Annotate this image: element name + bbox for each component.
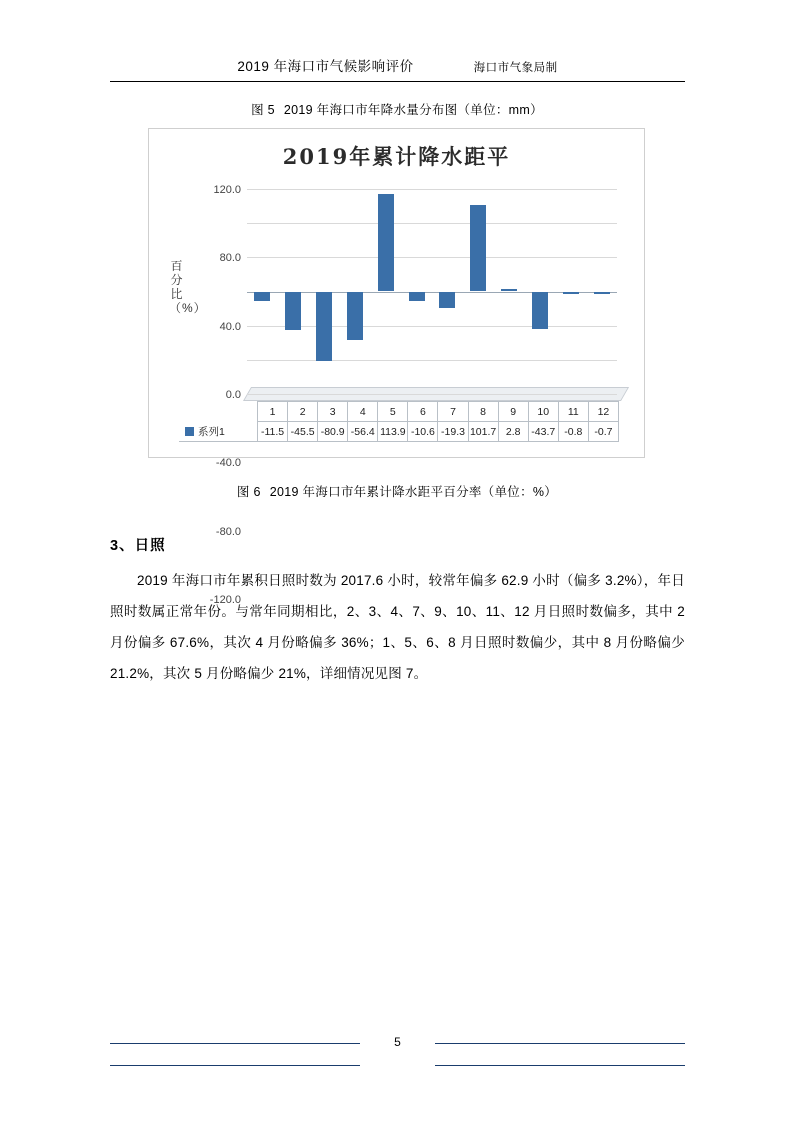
table-category-cell: 5 xyxy=(378,402,408,422)
table-value-cell: 101.7 xyxy=(468,422,498,442)
section-title-text: 日照 xyxy=(134,538,166,554)
header-org: 海口市气象局制 xyxy=(473,62,558,74)
chart-bar xyxy=(470,205,486,292)
chart-bar xyxy=(285,292,301,331)
chart-bar xyxy=(439,292,455,308)
table-category-cell: 9 xyxy=(498,402,528,422)
section-paragraph: 2019 年海口市年累积日照时数为 2017.6 小时，较常年偏多 62.9 小时（偏多 3.2%），年日照时数属正常年份。与常年同期相比，2、3、4、7、9、10、11、12 月日照时数偏多，其中 2 月份偏多 67.6%，其次 4 月份略偏多 36%；1、5、6、8 月日照时数偏少，其中 8 月份略偏少 21.2%，其次 5 月份略偏少 21%，详细情况见图 7。 xyxy=(110,573,685,681)
table-value-cell: -19.3 xyxy=(438,422,468,442)
chart-y-tick-label: 40.0 xyxy=(219,320,241,333)
chart-y-tick-label: 0.0 xyxy=(225,389,241,401)
chart-legend-series1 xyxy=(179,422,258,442)
chart-bar xyxy=(409,292,425,301)
caption-figure-6-text: 2019 年海口市年累计降水距平百分率（单位：%） xyxy=(269,485,558,499)
chart-title: 2019年累计降水距平 xyxy=(282,144,511,169)
table-value-cell: -11.5 xyxy=(258,422,288,442)
header-title: 2019 年海口市气候影响评价 xyxy=(237,59,414,74)
table-value-cell: 113.9 xyxy=(378,422,408,442)
table-value-cell: 2.8 xyxy=(498,422,528,442)
chart-bar xyxy=(378,194,394,291)
table-value-cell: -56.4 xyxy=(348,422,378,442)
caption-figure-6-number: 图 6 xyxy=(236,485,261,499)
footer-rule-left-bottom xyxy=(110,1065,360,1066)
chart-y-tick-label: -80.0 xyxy=(215,525,241,538)
chart-bar xyxy=(501,289,517,291)
table-category-cell: 11 xyxy=(558,402,588,422)
table-category-cell: 8 xyxy=(468,402,498,422)
chart-data-table xyxy=(179,401,619,442)
table-value-cell: -45.5 xyxy=(288,422,318,442)
page-number: 5 xyxy=(394,1035,401,1049)
table-category-cell: 6 xyxy=(408,402,438,422)
table-category-cell: 7 xyxy=(438,402,468,422)
caption-figure-5-number: 图 5 xyxy=(251,103,275,117)
chart-y-tick-label: 80.0 xyxy=(219,252,241,265)
chart-bar xyxy=(347,292,363,340)
table-category-cell: 12 xyxy=(588,402,618,422)
caption-figure-6 xyxy=(0,482,794,500)
table-category-cell: 2 xyxy=(288,402,318,422)
chart-y-tick-label: 120.0 xyxy=(213,184,241,196)
caption-figure-5 xyxy=(0,100,794,118)
table-row-values xyxy=(179,422,619,442)
page-header xyxy=(110,55,685,85)
chart-bar xyxy=(563,292,579,294)
chart-gridline xyxy=(213,184,617,196)
chart-y-tick-label: -40.0 xyxy=(215,457,241,470)
section-heading xyxy=(110,534,166,555)
chart-gridline xyxy=(219,223,617,265)
chart-y-tick-label: -120.0 xyxy=(209,594,241,606)
table-value-cell: -0.8 xyxy=(558,422,588,442)
chart-y-axis-label: 百分比（%） xyxy=(169,259,207,315)
page-footer xyxy=(110,1035,685,1083)
table-value-cell: -0.7 xyxy=(588,422,618,442)
table-row-categories xyxy=(179,402,619,422)
footer-rule-right-bottom xyxy=(435,1065,685,1066)
table-category-cell: 4 xyxy=(348,402,378,422)
legend-label: 系列1 xyxy=(198,425,225,438)
section-number: 3、 xyxy=(110,538,135,554)
table-value-cell: -43.7 xyxy=(528,422,558,442)
caption-figure-5-text: 2019 年海口市年降水量分布图（单位：mm） xyxy=(283,103,543,117)
table-category-cell: 3 xyxy=(318,402,348,422)
table-category-cell: 10 xyxy=(528,402,558,422)
table-value-cell: -80.9 xyxy=(318,422,348,442)
table-corner-cell xyxy=(179,402,258,422)
table-category-cell: 1 xyxy=(258,402,288,422)
chart-bar xyxy=(594,292,610,294)
header-divider xyxy=(110,81,685,82)
legend-swatch-icon xyxy=(185,427,194,436)
chart-bar xyxy=(254,292,270,302)
table-value-cell: -10.6 xyxy=(408,422,438,442)
chart-bar xyxy=(316,292,332,361)
chart-bar xyxy=(532,292,548,329)
